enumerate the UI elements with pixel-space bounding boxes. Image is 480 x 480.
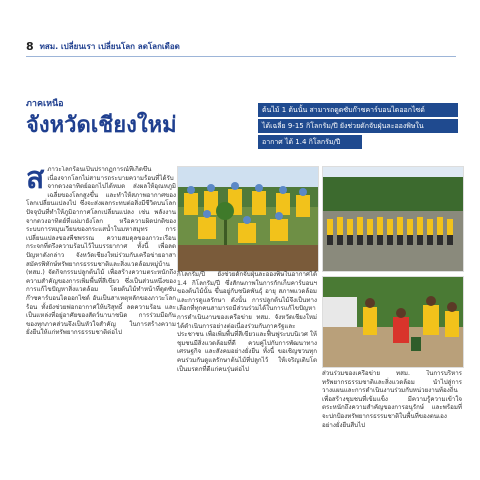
body-text-1: ภาวะโลกร้อนเป็นปรากฏการณ์ที่เกิดขึ้น เนื่องจากโลกไม่สามารถระบายความร้อนที่ได้รับจากดวงอาทิตย์ออกไปได้หมด ส่งผลให้อุณหภูมิเฉลี่ยของโลกสูงขึ้น และทำให้สภาพอากาศของโลกเปลี่ยนแปลงไป ซึ่งจะส่งผลกระทบต่อสิ่งมีชีวิตบนโลก ปัจจุบันที่ทำให้ภูมิอากาศโลกเปลี่ยนแปลง เช่น พลังงานจากดวงอาทิตย์ที่แผ่มายังโลก หรือความผิดปกติของระบบการหมุนเวียนของกระแสน้ำในมหาสมุทร การเปลี่ยนแปลงของพืชพรรณ ความสมดุลของภาวะเรือนกระจกที่ตรึงความร้อนไว้ในบรรยากาศ ทั้งนี้ เพื่อลดปัญหาดังกล่าว จังหวัดเชียงใหม่ร่วมกับเครือข่ายอาสาสมัครพิทักษ์ทรัพยากรธรรมชาติและสิ่งแวดล้อมหมู่บ้าน (ทสม.) จัดกิจกรรมปลูกต้นไม้ เพื่อสร้างความตระหนักถึงความสำคัญของการเพิ่มพื้นที่สีเขียว ซึ่งเป็นส่วนหนึ่งของการแก้ไขปัญหาสิ่งแวดล้อม โดยต้นไม้ทำหน้าที่ดูดซับก๊าซคาร์บอนไดออกไซด์ อันเป็นสาเหตุหลักของภาวะโลกร้อน ทั้งยังช่วยฟอกอากาศให้บริสุทธิ์ ลดความร้อน และเป็นแหล่งที่อยู่อาศัยของสัตว์นานาชนิด การร่วมมือกันของทุกภาคส่วนจึงเป็นหัวใจสำคัญ ในการสร้างความยั่งยืนให้แก่ทรัพยากรธรรมชาติต่อไป: [26, 166, 176, 337]
running-header-title: ทสม. เปลี่ยนเรา เปลี่ยนโลก ลดโลกเดือด: [39, 42, 180, 51]
body-column-3: [322, 370, 462, 462]
drop-cap: ส: [26, 166, 45, 196]
photo-tree-planting-group: [177, 166, 319, 272]
body-text-2: กิโลกรัม/ปี ยังช่วยดักจับฝุ่นละอองพิษในอากาศได้ 1.4 กิโลกรัม/ปี ซึ่งสักษภาพในการกักเก็บคาร์บอนฯ ของต้นไม้นั้น ขึ้นอยู่กับชนิดพันธุ์ อายุ สภาพแวดล้อม และการดูแลรักษา ดังนั้น การปลูกต้นไม้จึงเป็นทางเลือกที่ทุกคนสามารถมีส่วนร่วมได้ในการแก้ไขปัญหา การดำเนินงานของเครือข่าย ทสม. จังหวัดเชียงใหม่ ได้ดำเนินการอย่างต่อเนื่องร่วมกับภาครัฐและประชาชน เพื่อเพิ่มพื้นที่สีเขียวและฟื้นฟูระบบนิเวศ ให้ชุมชนมีสิ่งแวดล้อมที่ดี ควบคู่ไปกับการพัฒนาทางเศรษฐกิจ และสังคมอย่างยั่งยืน ทั้งนี้ ขอเชิญชวนทุกคนร่วมกันดูแลรักษาต้นไม้ที่ปลูกไว้ ให้เจริญเติบโตเป็นมรดกที่ดีแก่คนรุ่นต่อไป: [177, 271, 317, 373]
body-column-2: [177, 271, 317, 461]
page-header: [26, 40, 180, 53]
photo-children-planting: [322, 276, 464, 368]
page-number: 8: [26, 40, 34, 53]
article-title: จังหวัดเชียงใหม่: [26, 113, 177, 138]
section-label: ภาคเหนือ: [26, 99, 64, 109]
highlight-line-2: ได้เฉลี่ย 9-15 กิโลกรัม/ปี ยังช่วยดักจับฝุ่นละอองพิษใน: [258, 119, 458, 133]
highlight-line-3: อากาศ ได้ 1.4 กิโลกรัม/ปี: [258, 135, 362, 149]
body-column-1: [26, 166, 176, 461]
highlight-line-1: ต้นไม้ 1 ต้นนั้น สามารถดูดซับก๊าซคาร์บอนไดออกไซด์: [258, 103, 458, 117]
body-text-3: ส่วนร่วมของเครือข่าย ทสม. ในการบริหารทรัพยากรธรรมชาติและสิ่งแวดล้อม นำไปสู่การวางแผนและการดำเนินงานร่วมกับหน่วยงานท้องถิ่น เพื่อสร้างชุมชนที่เข้มแข็ง มีความรู้ความเข้าใจ ตระหนักถึงความสำคัญของการอนุรักษ์ และพร้อมที่จะปกป้องทรัพยากรธรรมชาติในพื้นที่ของตนเอง อย่างยั่งยืนสืบไป: [322, 370, 462, 429]
highlight-box: [258, 103, 458, 149]
photo-volunteers-lineup: [322, 166, 464, 272]
header-rule: [26, 56, 456, 57]
